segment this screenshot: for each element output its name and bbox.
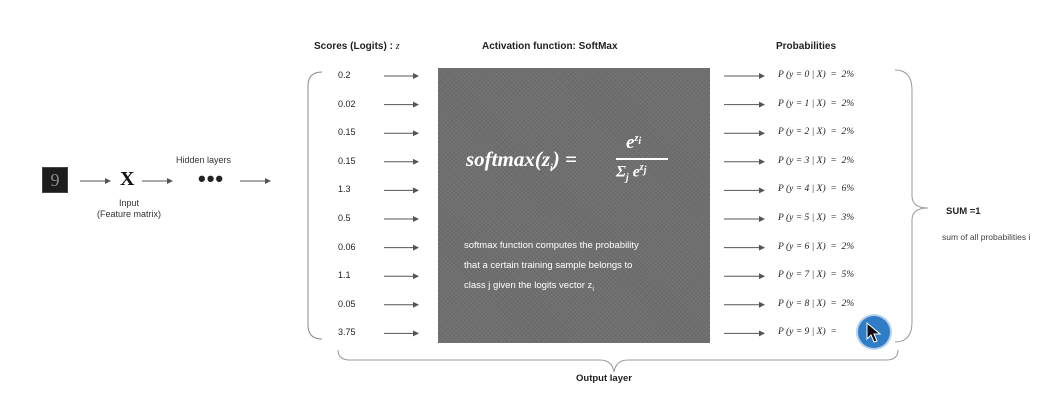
pointer-arrow-icon (858, 316, 890, 348)
input-x-symbol: X (120, 168, 135, 190)
activation-header: Activation function: SoftMax (482, 41, 618, 52)
probability-row: P (y = 8 | X) = 2% (778, 298, 855, 309)
score-value: 0.2 (338, 70, 351, 80)
score-value: 1.3 (338, 184, 351, 195)
formula-numerator-sup-sub: i (638, 135, 642, 147)
score-value: 0.02 (338, 98, 356, 109)
formula-lhs-text: softmax(z (466, 147, 550, 171)
formula-numerator-e: e (626, 132, 635, 153)
scores-header-text: Scores (Logits) : (314, 41, 393, 52)
softmax-description-line1: softmax function computes the probability (464, 240, 639, 251)
score-value: 3.75 (338, 327, 356, 338)
softmax-description-line3-sub: i (592, 285, 594, 293)
probability-row: P (y = 0 | X) = 2% (778, 70, 855, 80)
formula-lhs-sub: i (550, 163, 553, 175)
formula-fraction-bar (616, 158, 668, 160)
score-value: 0.06 (338, 241, 356, 252)
score-value: 1.1 (338, 270, 351, 281)
softmax-description-line3-text: class j given the logits vector z (464, 280, 593, 291)
probability-row: P (y = 1 | X) = 2% (778, 98, 855, 109)
probabilities-header: Probabilities (776, 41, 837, 52)
score-value: 0.5 (338, 213, 351, 223)
probability-row: P (y = 2 | X) = 2% (778, 127, 855, 138)
input-digit-image (42, 167, 68, 193)
formula-denominator (616, 162, 646, 184)
scores-header (314, 41, 400, 52)
softmax-description-line3 (464, 276, 696, 300)
hidden-layers-ellipsis: ••• (198, 166, 225, 191)
input-label (84, 198, 174, 220)
formula-denominator-sigma: Σ (616, 163, 626, 181)
probability-row: P (y = 4 | X) = 6% (778, 184, 855, 195)
probability-row: P (y = 3 | X) = 2% (778, 155, 855, 166)
formula-denominator-sub: j (625, 172, 629, 184)
probability-row: P (y = 6 | X) = 2% (778, 241, 855, 252)
sum-sublabel: sum of all probabilities i (942, 232, 1031, 242)
input-label-line1: Input (118, 198, 140, 208)
formula-numerator-sup: z (634, 132, 639, 144)
formula-lhs-end: ) = (552, 147, 577, 171)
input-digit: 9 (50, 170, 60, 190)
formula-numerator (626, 132, 641, 154)
score-value: 0.15 (338, 155, 356, 166)
score-value: 0.15 (338, 127, 356, 138)
pointer-arrow-shape (866, 322, 882, 344)
output-layer-label: Output layer (576, 373, 632, 384)
softmax-description-line2: that a certain training sample belongs to (464, 260, 633, 271)
sum-label: SUM =1 (946, 206, 981, 217)
output-layer-brace (338, 350, 898, 372)
probability-row: P (y = 9 | X) = (778, 327, 837, 338)
formula-denominator-sup: z (639, 162, 644, 173)
formula-lhs (466, 147, 577, 174)
formula-denominator-sup-sub: j (643, 165, 647, 176)
hidden-layers-label: Hidden layers (176, 155, 232, 165)
probability-row: P (y = 5 | X) = 3% (778, 213, 855, 223)
scores-left-brace (308, 72, 322, 339)
formula-denominator-e: e (628, 163, 640, 181)
softmax-description (464, 236, 696, 300)
score-value: 0.05 (338, 298, 356, 309)
scores-header-var: z (395, 41, 400, 52)
probability-row: P (y = 7 | X) = 5% (778, 270, 855, 281)
input-label-line2: (Feature matrix) (96, 209, 161, 219)
probabilities-right-brace (895, 70, 928, 342)
softmax-box (438, 68, 710, 343)
